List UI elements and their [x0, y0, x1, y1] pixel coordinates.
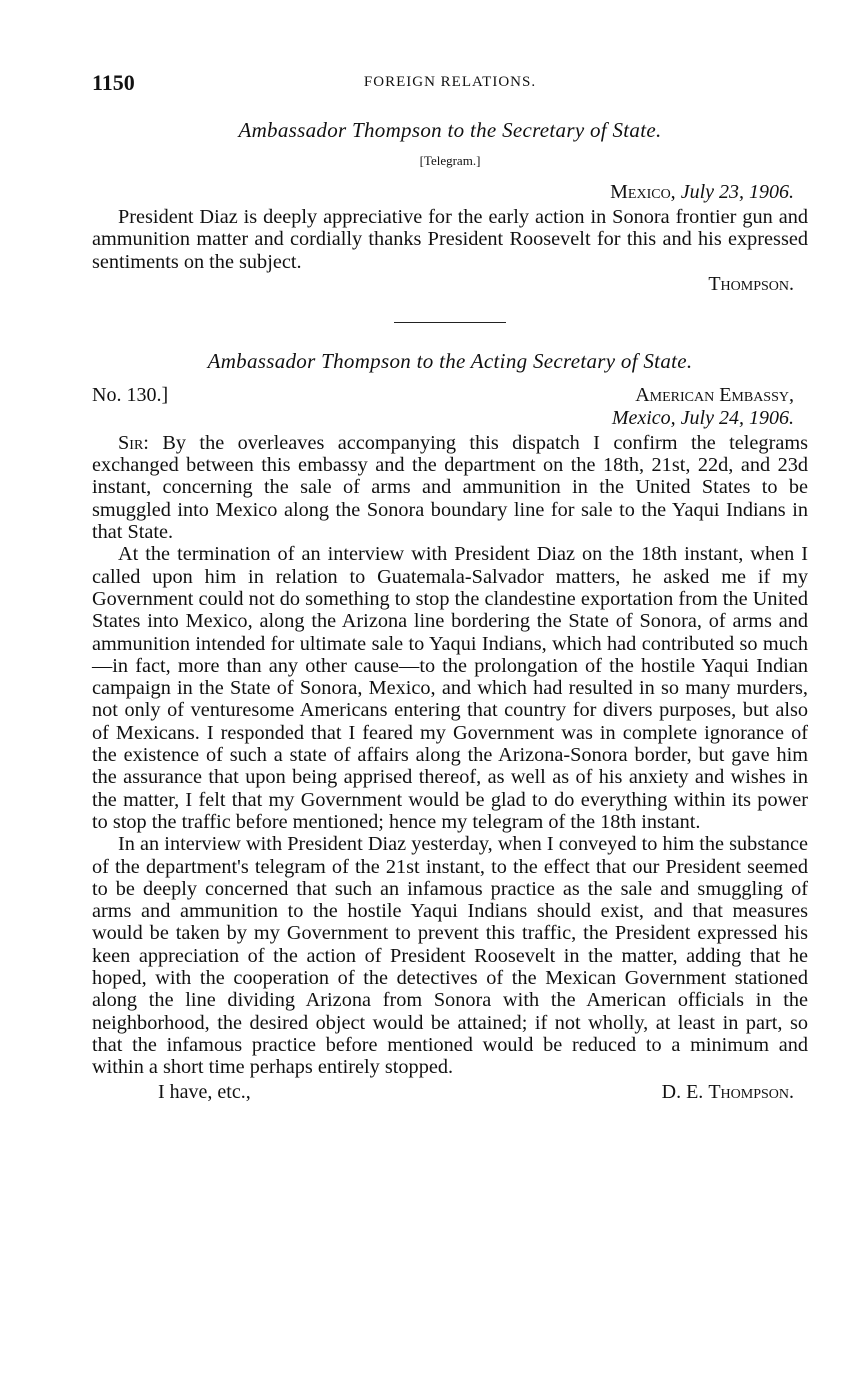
dispatch-origin: American Embassy, — [635, 383, 794, 406]
page-number: 1150 — [92, 70, 135, 95]
signature-initials: D. E. — [661, 1080, 704, 1103]
dispatch-paragraph: At the termination of an interview with President Diaz on the 18th instant, when I called upon him in relation to Guatemala-Salvador matters, he asked me if my Government could not do something to stop the clandestine exportation from the United States into Mexico, along the Arizona line bordering the State of Sonora, of arms and ammunition intended for ultimate sale to Yaqui Indians, which had contributed so much—in fact, more than any other cause—to the prolongation of the hostile Yaqui Indian campaign in the State of Sonora, Mexico, and which had resulted in so many murders, not only of venturesome Americans entering that country for divers purposes, but also of Mexicans. I responded that I feared my Government was in complete ignorance of the existence of such a state of affairs along the Arizona-Sonora border, but gave him the assurance that upon being apprised thereof, as well as of his anxiety and wishes in the matter, I felt that my Government would be glad to do everything within its power to stop the traffic before mentioned; hence my telegram of the 18th instant. — [92, 543, 808, 833]
telegram-signature: Thompson. — [708, 272, 794, 295]
telegram-dateline-place: Mexico, — [610, 181, 676, 203]
dispatch-signature — [662, 1081, 794, 1104]
telegram-note: [Telegram.] — [419, 153, 481, 168]
page-header — [92, 70, 808, 104]
dispatch-paragraph — [92, 432, 808, 543]
telegram-title: Ambassador Thompson to the Secretary of State. — [238, 118, 662, 142]
salutation: Sir: — [118, 431, 149, 454]
closing-line — [92, 1081, 808, 1105]
telegram-dateline-date: July 23, 1906. — [680, 181, 794, 203]
running-head: FOREIGN RELATIONS. — [363, 74, 537, 90]
signature-name: Thompson. — [708, 1080, 794, 1103]
closing-text: I have, etc., — [158, 1080, 251, 1103]
dispatch-heading — [92, 384, 808, 407]
document-page — [92, 70, 808, 1105]
telegram-dateline — [92, 181, 794, 204]
dispatch-dateline: Mexico, July 24, 1906. — [611, 406, 794, 429]
dispatch-title: Ambassador Thompson to the Acting Secretary of State. — [207, 348, 693, 373]
section-divider — [394, 322, 506, 323]
dispatch-paragraph: In an interview with President Diaz yesterday, when I conveyed to him the substance of the department's telegram of the 21st instant, to the effect that our President seemed to be deeply concerned that such an infamous practice as the sale and smuggling of arms and ammunition to the hostile Yaqui Indians should exist, and that measures would be taken by my Government to prevent this traffic, the President expressed his keen appreciation of the action of President Roosevelt in the matter, adding that he hoped, with the cooperation of the detectives of the Mexican Government stationed along the line dividing Arizona from Sonora with the American officials in the neighborhood, the desired object would be attained; if not wholly, at least in part, so that the infamous practice before mentioned would be reduced to a minimum and within a short time perhaps entirely stopped. — [92, 833, 808, 1079]
telegram-body: President Diaz is deeply appreciative for the early action in Sonora frontier gun and ammunition matter and cordially thanks President Roosevelt for this and his expressed sentiments on the subject. — [92, 206, 808, 273]
paragraph-text: By the overleaves accompanying this dispatch I confirm the telegrams exchanged between this embassy and the department on the 18th, 21st, 22d, and 23d instant, concerning the sale of arms and ammunition in the United States to be smuggled into Mexico along the Sonora boundary line for sale to the Yaqui Indians in that State. — [92, 431, 808, 544]
dispatch-number: No. 130.] — [92, 383, 169, 406]
